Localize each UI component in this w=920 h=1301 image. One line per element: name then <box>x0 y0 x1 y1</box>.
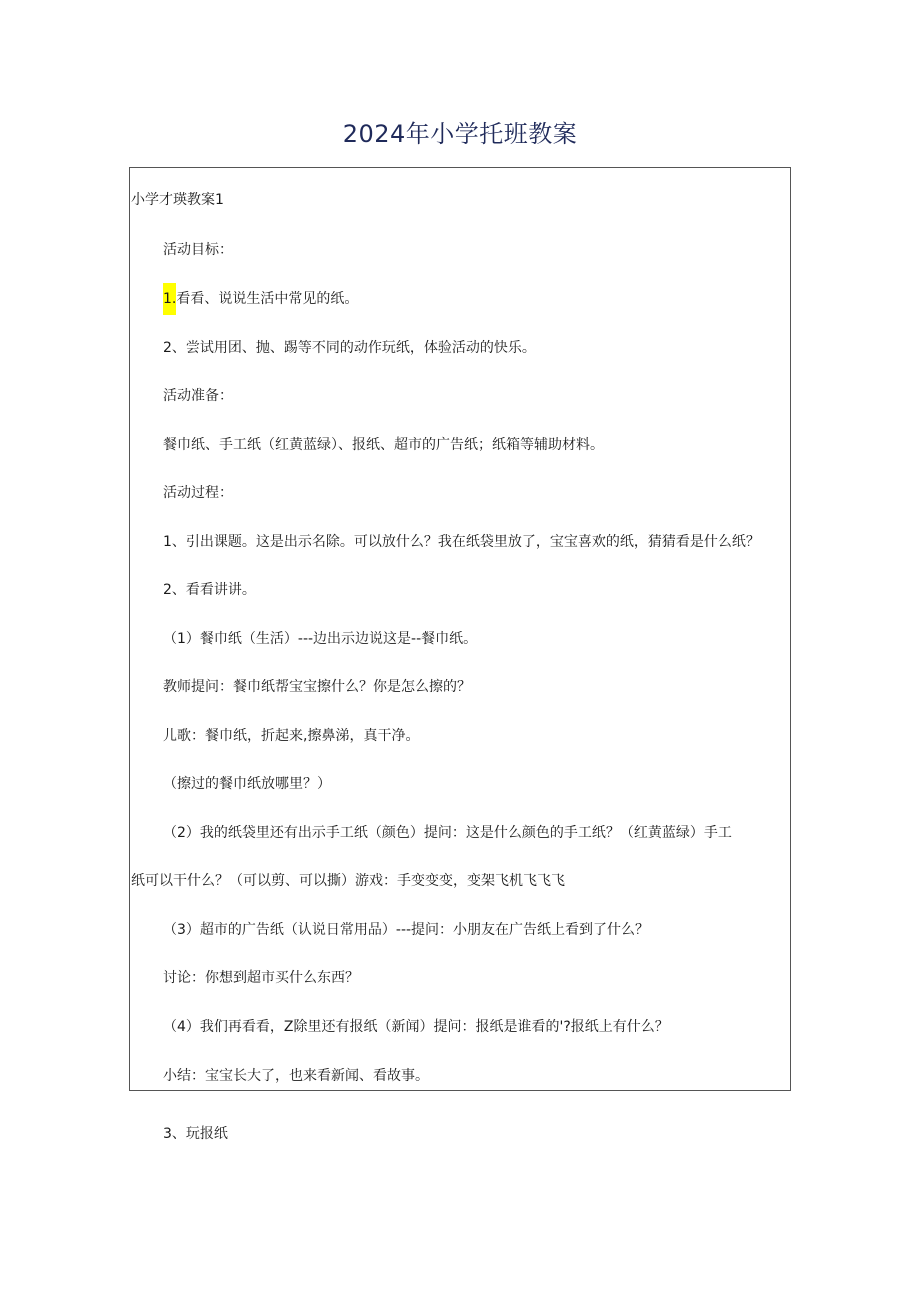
rhyme: 儿歌：餐巾纸，折起来,擦鼻涕，真干净。 <box>163 728 420 744</box>
sub-step-4: （4）我们再看看，Z除里还有报纸（新闻）提问：报纸是谁看的'?报纸上有什么？ <box>163 1019 669 1035</box>
teacher-question: 教师提问：餐巾纸帮宝宝擦什么？你是怎么擦的？ <box>163 679 471 695</box>
sub-step-2-line-1: （2）我的纸袋里还有出示手工纸（颜色）提问：这是什么颜色的手工纸？（红黄蓝绿）手工 <box>163 825 732 841</box>
wipe-question: （擦过的餐巾纸放哪里？） <box>163 776 331 792</box>
document-title: 2024年小学托班教案 <box>342 120 578 148</box>
step-2: 2、看看讲讲。 <box>163 582 256 598</box>
step-3: 3、玩报纸 <box>163 1126 228 1142</box>
section-title: 小学才瑛教案1 <box>131 192 224 208</box>
prep-heading: 活动准备： <box>163 388 233 404</box>
sub-step-2-line-2: 纸可以干什么？（可以剪、可以撕）游戏：手变变变，变架飞机飞飞飞 <box>131 873 565 889</box>
goal-2: 2、尝试用团、抛、踢等不同的动作玩纸，体验活动的快乐。 <box>163 340 536 356</box>
discussion: 讨论：你想到超市买什么东西？ <box>163 970 359 986</box>
step-1: 1、引出课题。这是出示名除。可以放什么？我在纸袋里放了，宝宝喜欢的纸，猜猜看是什么纸？ <box>163 534 760 550</box>
summary: 小结：宝宝长大了，也来看新闻、看故事。 <box>163 1068 429 1084</box>
process-heading: 活动过程： <box>163 485 233 501</box>
goal-1-text: 看看、说说生活中常见的纸。 <box>176 291 359 307</box>
sub-step-1: （1）餐巾纸（生活）---边出示边说这是--餐巾纸。 <box>163 631 478 647</box>
prep-text: 餐巾纸、手工纸（红黄蓝绿）、报纸、超市的广告纸；纸箱等辅助材料。 <box>163 437 604 453</box>
goal-1 <box>163 289 358 309</box>
sub-step-3: （3）超市的广告纸（认说日常用品）---提问：小朋友在广告纸上看到了什么？ <box>163 922 650 938</box>
highlight-mark: 1. <box>163 283 176 315</box>
goal-heading: 活动目标： <box>163 242 233 258</box>
